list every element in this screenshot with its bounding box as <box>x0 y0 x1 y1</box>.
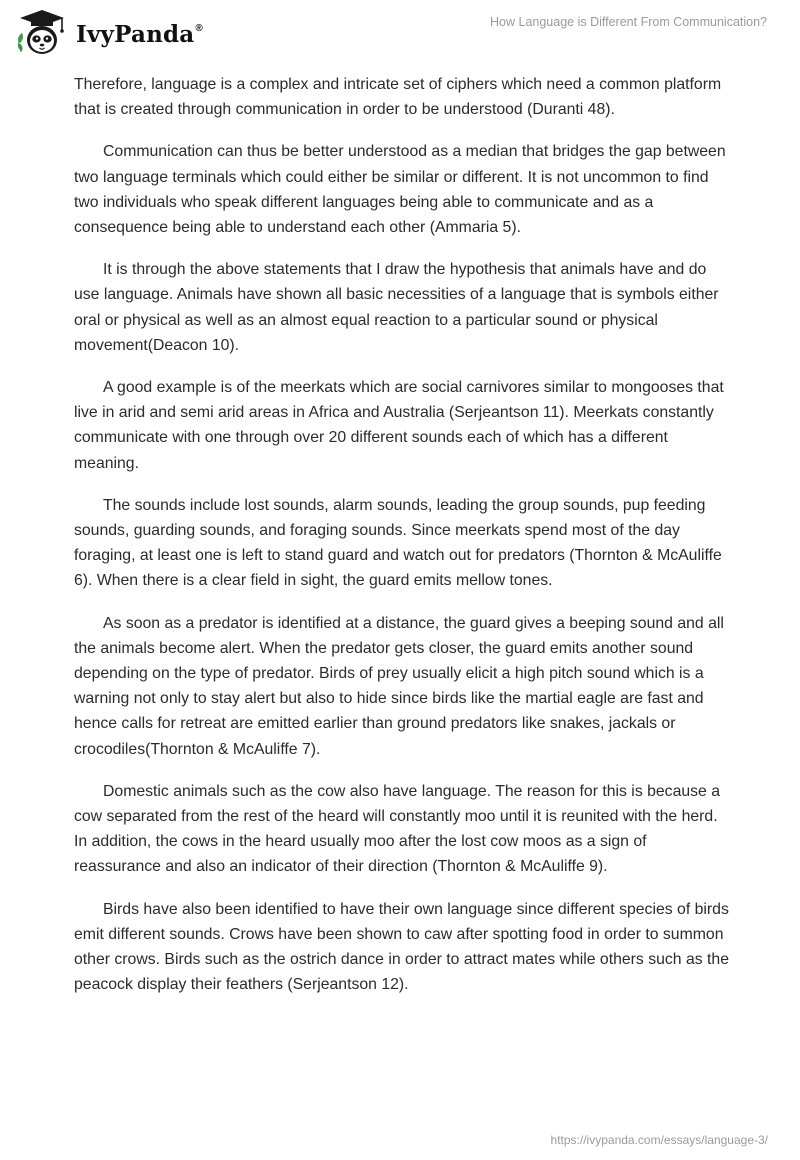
page-header <box>0 0 800 70</box>
paragraph-7: Domestic animals such as the cow also have language. The reason for this is because a cow separated from the rest of the heard will constantly moo until it is reunited with the herd. In addition, the cows in the heard usually moo after the lost cow moos as a sign of reassurance and also an indicator of their direction (Thornton & McAuliffe 9). <box>74 782 721 876</box>
paragraph-3: It is through the above statements that I draw the hypothesis that animals have and do use language. Animals have shown all basic necessities of a language that is symbols either oral or physical as well as an almost equal reaction to a particular sound or physical movement(Deacon 10). <box>74 261 719 354</box>
paragraph-4: A good example is of the meerkats which are social carnivores similar to mongooses that live in arid and semi arid areas in Africa and Australia (Serjeantson 11). Meerkats constantly communicate with one through over 20 different sounds each of which has a different meaning. <box>74 379 724 472</box>
paragraph-5: The sounds include lost sounds, alarm sounds, leading the group sounds, pup feeding sounds, guarding sounds, and foraging sounds. Since meerkats spend most of the day foraging, at least one is left to stand guard and watch out for predators (Thornton & McAuliffe 6). When there is a clear field in sight, the guard emits mellow tones. <box>74 496 722 590</box>
brand-text: IvyPanda <box>76 20 195 48</box>
registered-mark: ® <box>195 22 203 34</box>
brand-name <box>76 21 203 48</box>
paragraph-6: As soon as a predator is identified at a distance, the guard gives a beeping sound and all the animals become alert. When the predator gets closer, the guard emits another sound depending on the type of predator. Birds of prey usually elicit a high pitch sound which is a warning not only to stay alert but also to hide since birds like the martial eagle are fast and hence calls for retreat are emitted earlier than ground predators like snakes, jackals or crocodiles(Thornton & McAuliffe 7). <box>74 614 724 758</box>
essay-body <box>74 72 734 1015</box>
ivypanda-logo[interactable] <box>14 8 203 58</box>
paragraph-8: Birds have also been identified to have their own language since different species of birds emit different sounds. Crows have been shown to caw after spotting food in order to summon other crows. Birds such as the ostrich dance in order to attract mates while others such as the peacock display their feathers (Serjeantson 12). <box>74 900 730 994</box>
paragraph-2: Communication can thus be better understood as a median that bridges the gap between two language terminals which could either be similar or different. It is not uncommon to find two individuals who speak different languages being able to communicate and as a consequence being able to understand each other (Ammaria 5). <box>74 143 726 237</box>
panda-graduate-logo-icon <box>14 8 70 58</box>
paragraph-1: Therefore, language is a complex and intricate set of ciphers which need a common platform that is created through communication in order to be understood (Duranti 48). <box>74 76 722 119</box>
source-url[interactable]: https://ivypanda.com/essays/language-3/ <box>550 1133 768 1147</box>
document-title: How Language is Different From Communication? <box>490 15 767 29</box>
